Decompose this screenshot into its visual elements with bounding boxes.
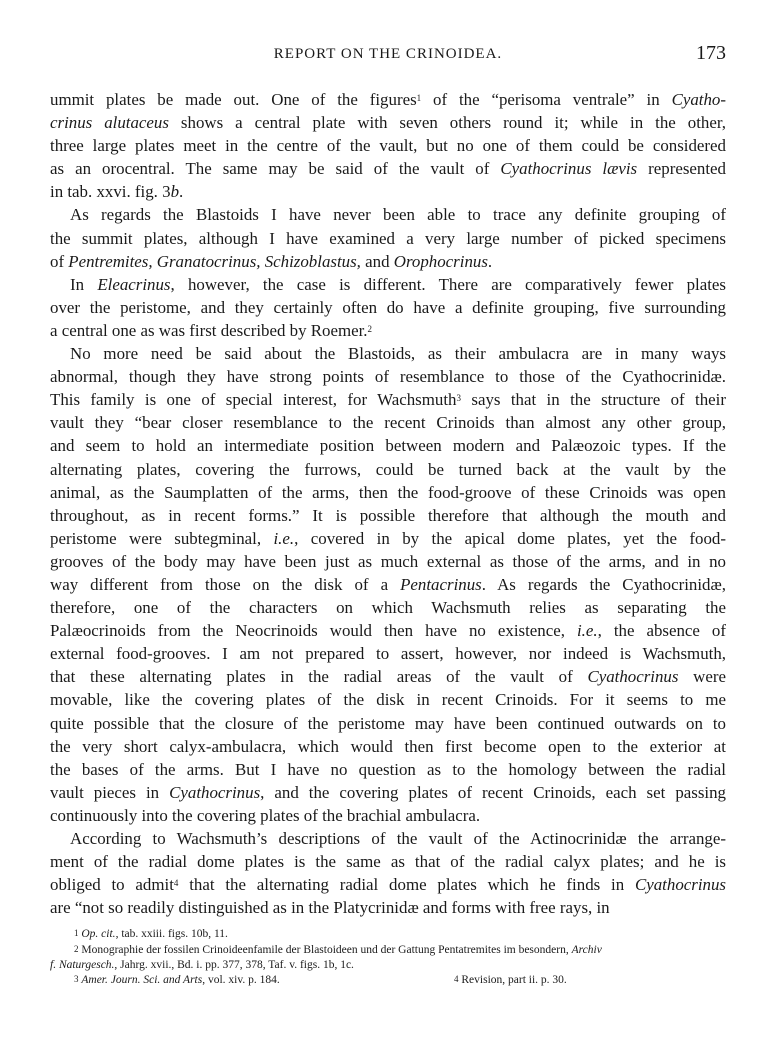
- footnote-3: $^3$ Amer. Journ. Sci. and Arts, vol. xiv. p. 184.: [74, 973, 280, 986]
- page-number: 173: [696, 42, 726, 64]
- footnote-2-continued: f. Naturgesch., Jahrg. xvii., Bd. i. pp. 377, 378, Taf. v. figs. 1b, 1c.: [50, 958, 354, 971]
- body-text: [50, 88, 726, 919]
- text-line: a central one as was first described by Roemer.$^2$: [50, 320, 373, 340]
- text-line: obliged to admit$^4$ that the alternating radial dome plates which he finds in Cyathocrinus: [50, 875, 726, 895]
- text-line: According to Wachsmuth’s descriptions of the vault of the Actinocrinidæ the arrange-: [70, 829, 726, 848]
- text-line: ment of the radial dome plates is the same as that of the radial calyx plates; and he is: [50, 852, 726, 872]
- text-line: throughout, as in recent forms.” It is possible therefore that although the mouth and: [50, 505, 726, 525]
- text-line: as an orocentral. The same may be said of the vault of Cyathocrinus lævis represented: [50, 159, 726, 179]
- text-line: vault pieces in Cyathocrinus, and the covering plates of recent Crinoids, each set passing: [50, 782, 726, 802]
- text-line: quite possible that the closure of the peristome may have been continued outwards on to: [50, 713, 726, 733]
- text-line: continuously into the covering plates of the brachial ambulacra.: [50, 805, 481, 825]
- text-line: therefore, one of the characters on which Wachsmuth relies as separating the: [50, 598, 726, 618]
- text-line: In Eleacrinus, however, the case is different. There are comparatively fewer plates: [70, 274, 726, 294]
- text-line: ummit plates be made out. One of the figures$^1$ of the “perisoma ventrale” in Cyatho-: [50, 90, 726, 109]
- page: [50, 38, 726, 988]
- text-line: the bases of the arms. But I have no question as to the homology between the radial: [50, 759, 726, 779]
- text-line: way different from those on the disk of a Pentacrinus. As regards the Cyathocrinidæ,: [50, 574, 726, 594]
- text-line: over the peristome, and they certainly often do have a definite grouping, five surrounding: [50, 297, 726, 317]
- page-header: [50, 38, 726, 68]
- text-line: Palæocrinoids from the Neocrinoids would then have no existence, i.e., the absence of: [50, 621, 726, 641]
- text-line: and seem to hold an intermediate position between modern and Palæozoic types. If the: [50, 436, 726, 456]
- text-line: peristome were subtegminal, i.e., covered in by the apical dome plates, yet the food-: [50, 528, 726, 548]
- text-line: three large plates meet in the centre of the vault, but no one of them could be considered: [50, 136, 726, 156]
- text-line: vault they “bear closer resemblance to the recent Crinoids than almost any other group,: [50, 413, 726, 433]
- text-line: grooves of the body may have been just as much external as those of the arms, and in no: [50, 551, 726, 571]
- text-line: abnormal, though they have strong points of resemblance to those of the Cyathocrinidæ.: [50, 367, 726, 387]
- running-title: REPORT ON THE CRINOIDEA.: [273, 46, 503, 62]
- text-line: crinus alutaceus shows a central plate with seven others round it; while in the other,: [50, 113, 726, 133]
- footnotes: [50, 927, 726, 988]
- text-line: As regards the Blastoids I have never been able to trace any definite grouping of: [70, 205, 726, 225]
- text-line: movable, like the covering plates of the disk in recent Crinoids. For it seems to me: [50, 690, 726, 710]
- text-line: animal, as the Saumplatten of the arms, then the food-groove of these Crinoids was open: [50, 482, 726, 502]
- footnote-4: $^4$ Revision, part ii. p. 30.: [454, 973, 567, 986]
- text-line: alternating plates, covering the furrows, could be turned back at the vault by the: [50, 459, 726, 479]
- text-line: of Pentremites, Granatocrinus, Schizoblastus, and Orophocrinus.: [50, 251, 493, 271]
- text-line: the very short calyx-ambulacra, which would then first become open to the exterior at: [50, 736, 726, 756]
- text-line: No more need be said about the Blastoids, as their ambulacra are in many ways: [70, 344, 726, 364]
- text-line: the summit plates, although I have examined a very large number of picked specimens: [50, 228, 726, 248]
- text-line: are “not so readily distinguished as in the Platycrinidæ and forms with free rays, in: [50, 898, 610, 918]
- footnote-2: $^2$ Monographie der fossilen Crinoideenfamile der Blastoideen und der Gattung Pentatremites im besondern, Archiv: [74, 943, 602, 956]
- text-line: This family is one of special interest, for Wachsmuth$^3$ says that in the structure of their: [50, 390, 726, 410]
- text-line: external food-grooves. I am not prepared to assert, however, nor indeed is Wachsmuth,: [50, 644, 726, 664]
- text-line: in tab. xxvi. fig. 3b.: [50, 182, 184, 202]
- footnote-1: $^1$ Op. cit., tab. xxiii. figs. 10b, 11.: [74, 928, 228, 941]
- footnote-row: [50, 973, 726, 988]
- text-line: that these alternating plates in the radial areas of the vault of Cyathocrinus were: [50, 667, 726, 687]
